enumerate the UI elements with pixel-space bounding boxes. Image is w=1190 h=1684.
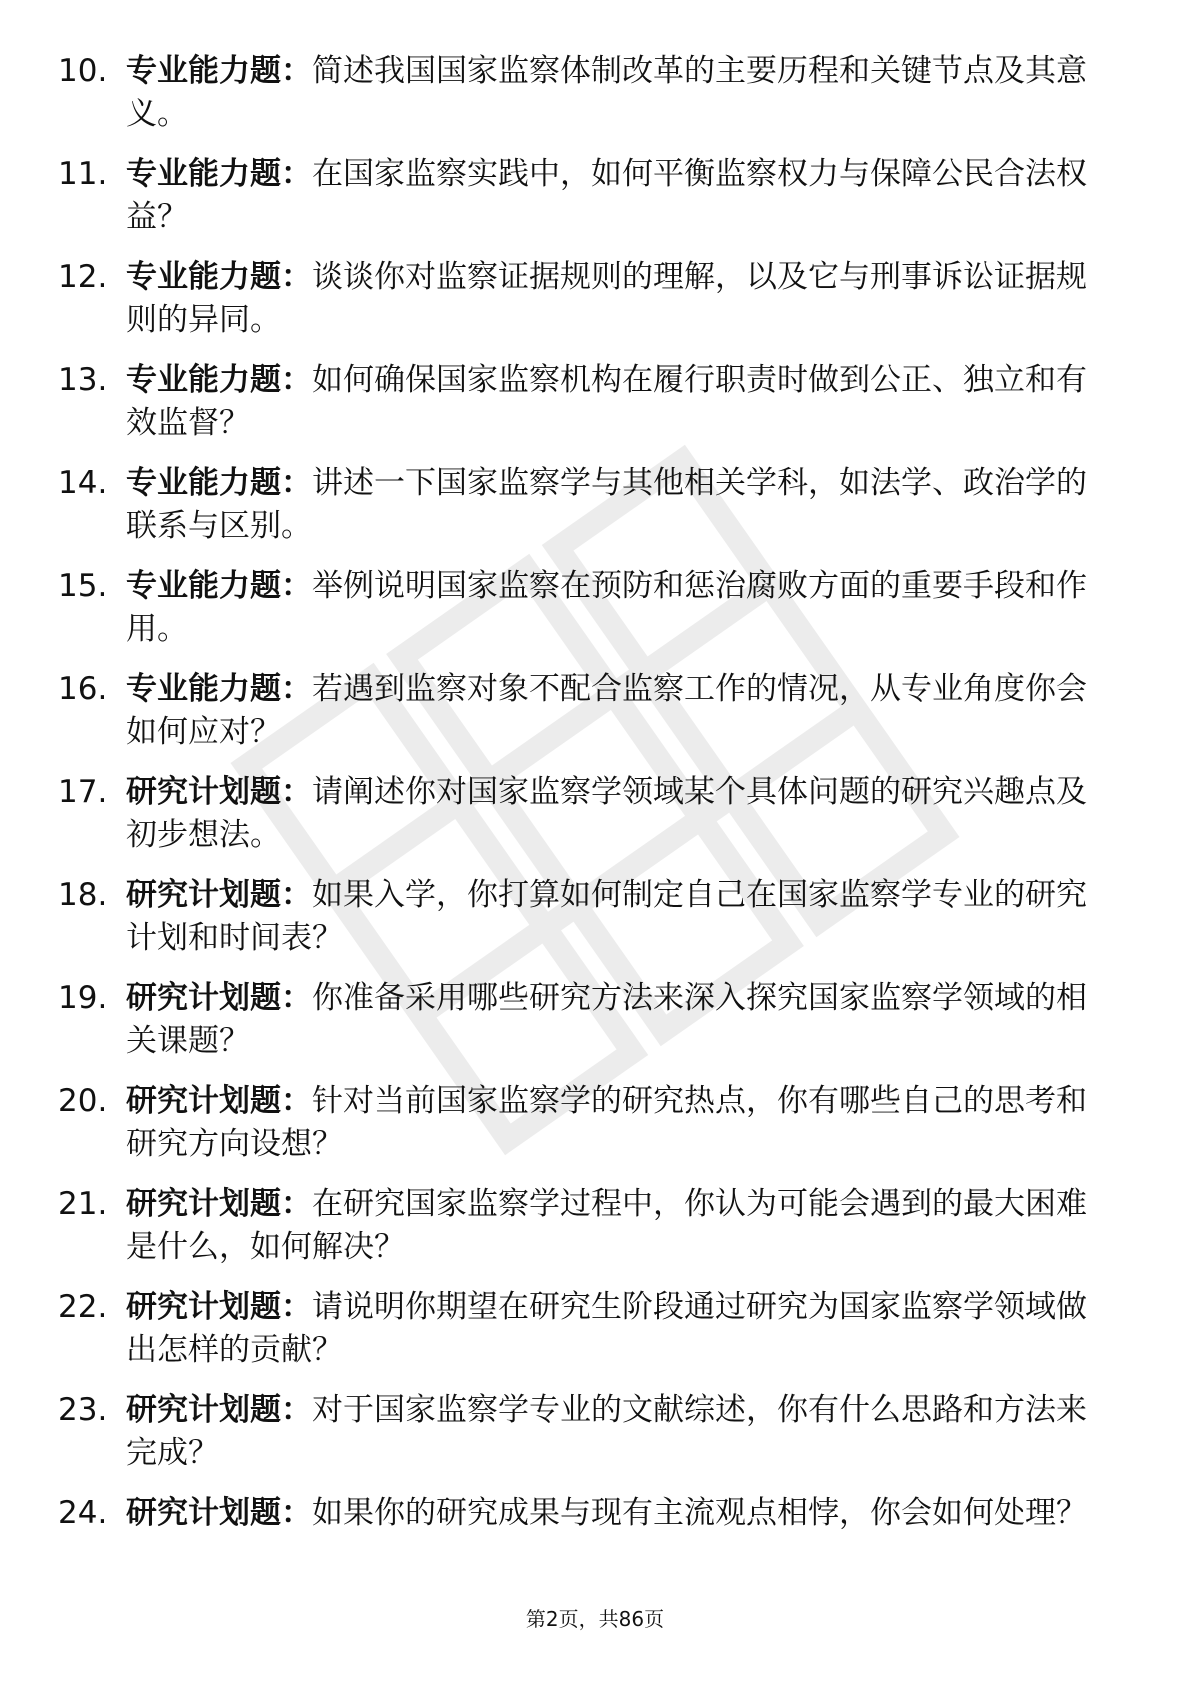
list-item: [58, 565, 1118, 668]
question-category: 专业能力题：: [126, 259, 312, 295]
question-body: [126, 1492, 1112, 1535]
question-number: 12.: [58, 259, 108, 295]
question-number: 16.: [58, 671, 108, 707]
list-item: [58, 1389, 1118, 1492]
question-text: 谈谈你对监察证据规则的理解，以及它与刑事诉讼证据规则的异同。: [126, 259, 1087, 338]
list-item: [58, 771, 1118, 874]
question-category: 专业能力题：: [126, 53, 312, 89]
question-text: 在国家监察实践中，如何平衡监察权力与保障公民合法权益？: [126, 156, 1087, 235]
question-category: 专业能力题：: [126, 671, 312, 707]
question-body: [126, 668, 1112, 754]
question-text: 如果你的研究成果与现有主流观点相悖，你会如何处理？: [312, 1495, 1087, 1531]
list-item: [58, 977, 1118, 1080]
list-item: [58, 50, 1118, 153]
question-body: [126, 1183, 1112, 1269]
question-body: [126, 256, 1112, 342]
question-number: 17.: [58, 774, 108, 810]
list-item: [58, 462, 1118, 565]
list-item: [58, 359, 1118, 462]
question-body: [126, 977, 1112, 1063]
question-text: 如果入学，你打算如何制定自己在国家监察学专业的研究计划和时间表？: [126, 877, 1087, 956]
question-body: [126, 462, 1112, 548]
question-text: 你准备采用哪些研究方法来深入探究国家监察学领域的相关课题？: [126, 980, 1087, 1059]
question-category: 专业能力题：: [126, 568, 312, 604]
question-category: 研究计划题：: [126, 1083, 312, 1119]
question-body: [126, 1080, 1112, 1166]
question-number: 14.: [58, 465, 108, 501]
question-category: 专业能力题：: [126, 465, 312, 501]
question-text: 若遇到监察对象不配合监察工作的情况，从专业角度你会如何应对？: [126, 671, 1087, 750]
question-category: 研究计划题：: [126, 774, 312, 810]
question-text: 对于国家监察学专业的文献综述，你有什么思路和方法来完成？: [126, 1392, 1087, 1471]
question-category: 研究计划题：: [126, 980, 312, 1016]
question-number: 13.: [58, 362, 108, 398]
list-item: [58, 153, 1118, 256]
question-body: [126, 1286, 1112, 1372]
question-list: [58, 50, 1118, 1595]
question-body: [126, 1389, 1112, 1475]
question-text: 举例说明国家监察在预防和惩治腐败方面的重要手段和作用。: [126, 568, 1087, 647]
question-text: 在研究国家监察学过程中，你认为可能会遇到的最大困难是什么，如何解决？: [126, 1186, 1087, 1265]
question-category: 专业能力题：: [126, 362, 312, 398]
question-number: 11.: [58, 156, 108, 192]
question-number: 24.: [58, 1495, 108, 1531]
list-item: [58, 1286, 1118, 1389]
question-text: 如何确保国家监察机构在履行职责时做到公正、独立和有效监督？: [126, 362, 1087, 441]
question-category: 研究计划题：: [126, 1392, 312, 1428]
question-category: 研究计划题：: [126, 877, 312, 913]
list-item: [58, 1080, 1118, 1183]
question-number: 10.: [58, 53, 108, 89]
question-body: [126, 771, 1112, 857]
question-number: 18.: [58, 877, 108, 913]
list-item: [58, 874, 1118, 977]
question-number: 21.: [58, 1186, 108, 1222]
question-number: 23.: [58, 1392, 108, 1428]
question-text: 请说明你期望在研究生阶段通过研究为国家监察学领域做出怎样的贡献？: [126, 1289, 1087, 1368]
question-category: 研究计划题：: [126, 1186, 312, 1222]
question-category: 研究计划题：: [126, 1289, 312, 1325]
list-item: [58, 1492, 1118, 1595]
question-body: [126, 874, 1112, 960]
question-number: 22.: [58, 1289, 108, 1325]
page-footer: 第2页，共86页: [525, 1607, 665, 1631]
question-number: 19.: [58, 980, 108, 1016]
question-number: 20.: [58, 1083, 108, 1119]
question-category: 专业能力题：: [126, 156, 312, 192]
question-text: 简述我国国家监察体制改革的主要历程和关键节点及其意义。: [126, 53, 1087, 132]
list-item: [58, 668, 1118, 771]
list-item: [58, 256, 1118, 359]
question-category: 研究计划题：: [126, 1495, 312, 1531]
question-body: [126, 153, 1112, 239]
question-body: [126, 565, 1112, 651]
question-body: [126, 50, 1112, 136]
question-text: 针对当前国家监察学的研究热点，你有哪些自己的思考和研究方向设想？: [126, 1083, 1087, 1162]
question-number: 15.: [58, 568, 108, 604]
question-body: [126, 359, 1112, 445]
question-text: 请阐述你对国家监察学领域某个具体问题的研究兴趣点及初步想法。: [126, 774, 1087, 853]
list-item: [58, 1183, 1118, 1286]
question-text: 讲述一下国家监察学与其他相关学科，如法学、政治学的联系与区别。: [126, 465, 1087, 544]
